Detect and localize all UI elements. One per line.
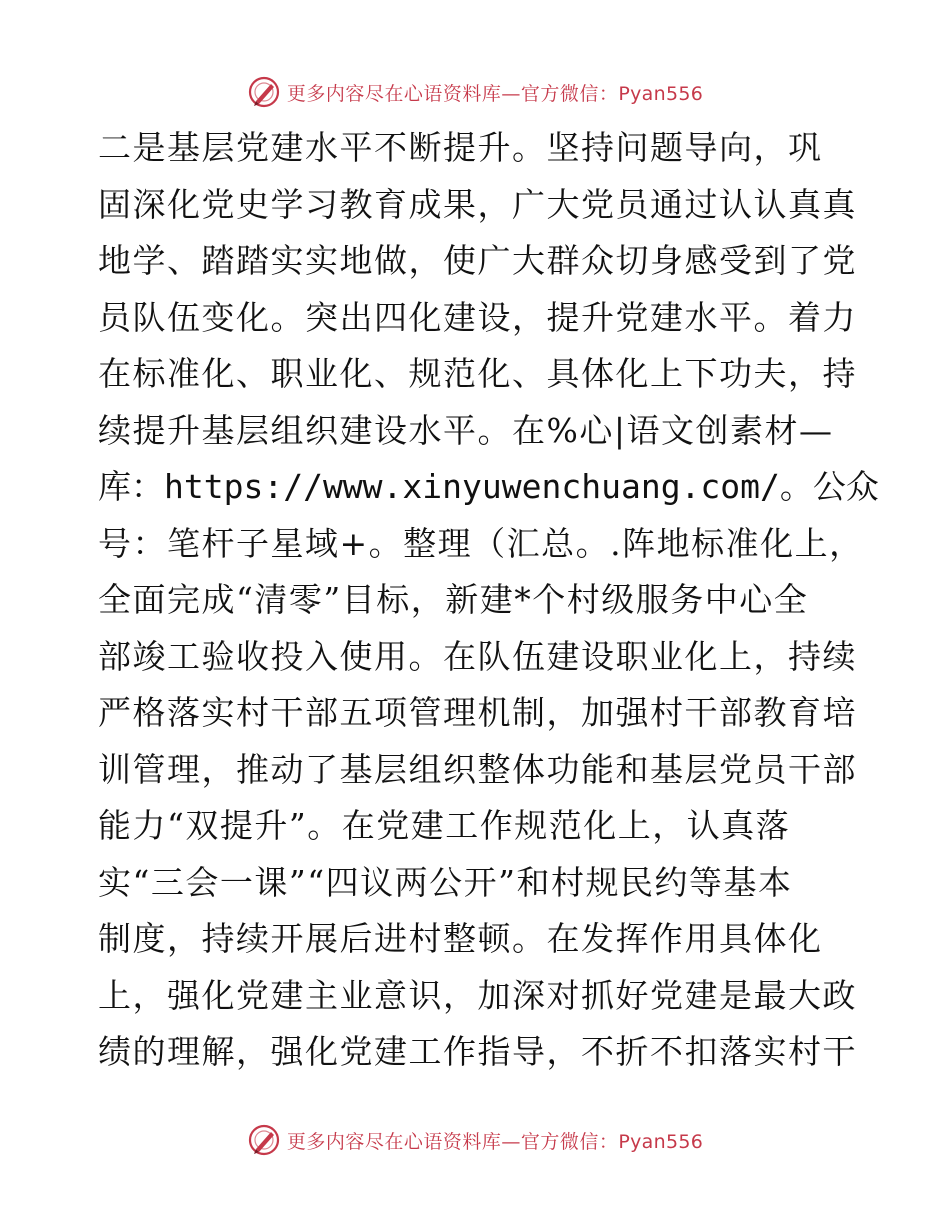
body-line-9: 全面完成“清零”目标，新建*个村级服务中心全	[98, 580, 809, 619]
footer-wechat-id: Pyan556	[618, 1130, 704, 1153]
body-line-10: 部竣工验收投入使用。在队伍建设职业化上，持续	[98, 636, 857, 676]
body-line-7: 库：https://www.xinyuwenchuang.com/。公众	[98, 467, 879, 506]
body-line-4: 员队伍变化。突出四化建设，提升党建水平。着力	[98, 297, 857, 337]
body-line-2: 固深化党史学习教育成果，广大党员通过认认真真	[98, 184, 857, 224]
body-line-3: 地学、踏踏实实地做，使广大群众切身感受到了党	[98, 241, 857, 280]
body-line-16: 上，强化党建主业意识，加深对抓好党建是最大政	[98, 975, 857, 1015]
document-body	[98, 120, 879, 1081]
body-line-13: 能力“双提升”。在党建工作规范化上，认真落	[98, 806, 791, 845]
header-banner	[0, 72, 950, 112]
pen-logo-icon	[247, 75, 281, 109]
pen-logo-icon	[247, 1123, 281, 1157]
footer-banner-label: 更多内容尽在心语资料库—官方微信：	[286, 1130, 619, 1153]
header-banner-text	[287, 79, 703, 106]
body-line-15: 制度，持续开展后进村整顿。在发挥作用具体化	[98, 919, 823, 958]
body-line-1: 二是基层党建水平不断提升。坚持问题导向，巩	[98, 128, 823, 167]
header-wechat-id: Pyan556	[618, 82, 704, 105]
body-line-11: 严格落实村干部五项管理机制，加强村干部教育培	[98, 693, 857, 732]
body-line-6: 续提升基层组织建设水平。在%心|语文创素材—	[98, 410, 834, 450]
body-line-8: 号：笔杆子星域+。整理（汇总。.阵地标准化上，	[98, 523, 864, 563]
body-line-17: 绩的理解，强化党建工作指导，不折不扣落实村干	[98, 1032, 857, 1071]
body-line-14: 实“三会一课”“四议两公开”和村规民约等基本	[98, 862, 793, 902]
footer-banner	[0, 1120, 950, 1160]
header-banner-label: 更多内容尽在心语资料库—官方微信：	[286, 82, 619, 105]
body-line-5: 在标准化、职业化、规范化、具体化上下功夫，持	[98, 354, 857, 393]
body-line-12: 训管理，推动了基层组织整体功能和基层党员干部	[98, 749, 857, 789]
footer-banner-text	[287, 1127, 703, 1154]
